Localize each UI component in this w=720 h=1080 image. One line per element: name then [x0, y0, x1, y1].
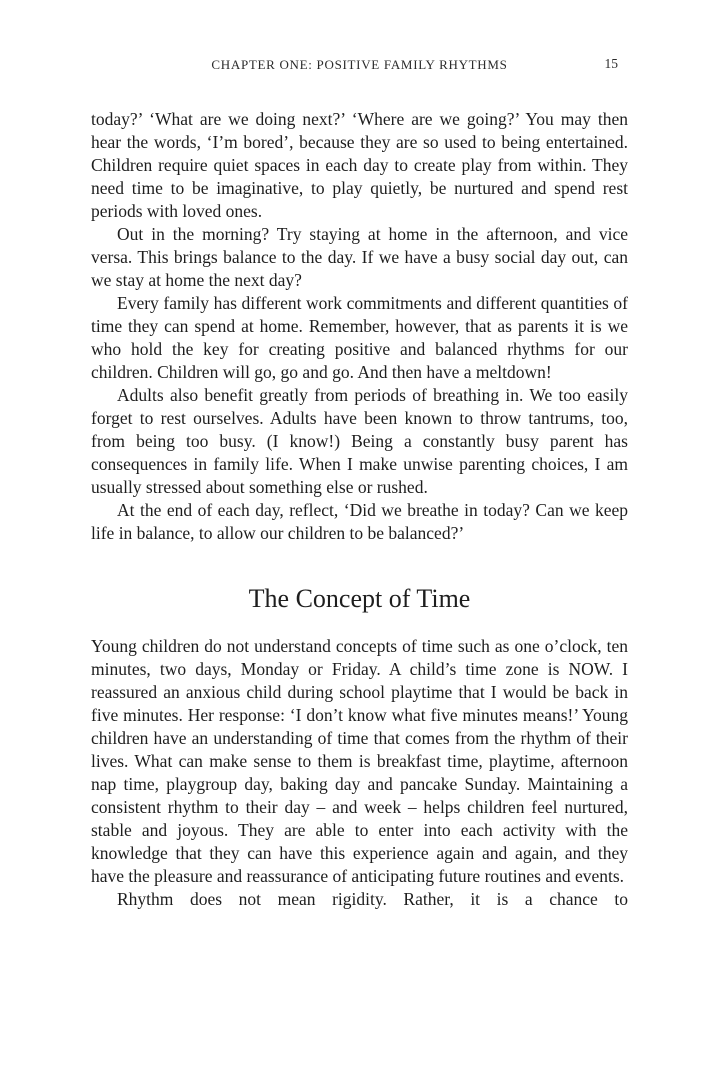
page-number: 15: [604, 56, 618, 71]
body-paragraph: today?’ ‘What are we doing next?’ ‘Where are we going?’ You may then hear the words, ‘I’m bored’, because they are so used to being entertained. Children require quiet spaces in each day to create play from within. They need time to be imaginative, to play quietly, be nurtured and spend rest periods with loved ones.: [91, 109, 628, 221]
section-heading: The Concept of Time: [248, 584, 471, 613]
body-paragraph: Out in the morning? Try staying at home in the afternoon, and vice versa. This brings balance to the day. If we have a busy social day out, can we stay at home the next day?: [91, 224, 628, 290]
body-paragraph: At the end of each day, reflect, ‘Did we breathe in today? Can we keep life in balance, to allow our children to be balanced?’: [91, 500, 628, 543]
body-paragraph: Young children do not understand concepts of time such as one o’clock, ten minutes, two days, Monday or Friday. A child’s time zone is NOW. I reassured an anxious child during school playtime that I would be back in five minutes. Her response: ‘I don’t know what five minutes means!’ Young children have an understanding of time that comes from the rhythm of their lives. What can make sense to them is breakfast time, playtime, afternoon nap time, playgroup day, baking day and pancake Sunday. Maintaining a consistent rhythm to their day – and week – helps children feel nurtured, stable and joyous. They are able to enter into each activity with the knowledge that they can have this experience again and again, and they have the pleasure and reassurance of anticipating future routines and events.: [91, 636, 628, 886]
body-paragraph: Rhythm does not mean rigidity. Rather, it is a chance to: [117, 889, 628, 909]
chapter-running-head: CHAPTER ONE: POSITIVE FAMILY RHYTHMS: [211, 57, 508, 72]
body-text-block: [91, 108, 628, 911]
body-paragraph: Adults also benefit greatly from periods of breathing in. We too easily forget to rest ourselves. Adults have been known to throw tantrums, too, from being too busy. (I know!) Being a constantly busy parent has consequences in family life. When I make unwise parenting choices, I am usually stressed about something else or rushed.: [91, 385, 628, 497]
body-paragraph: Every family has different work commitments and different quantities of time they can spend at home. Remember, however, that as parents it is we who hold the key for creating positive and balanced rhythms for our children. Children will go, go and go. And then have a meltdown!: [91, 293, 628, 382]
running-header: [91, 56, 628, 74]
